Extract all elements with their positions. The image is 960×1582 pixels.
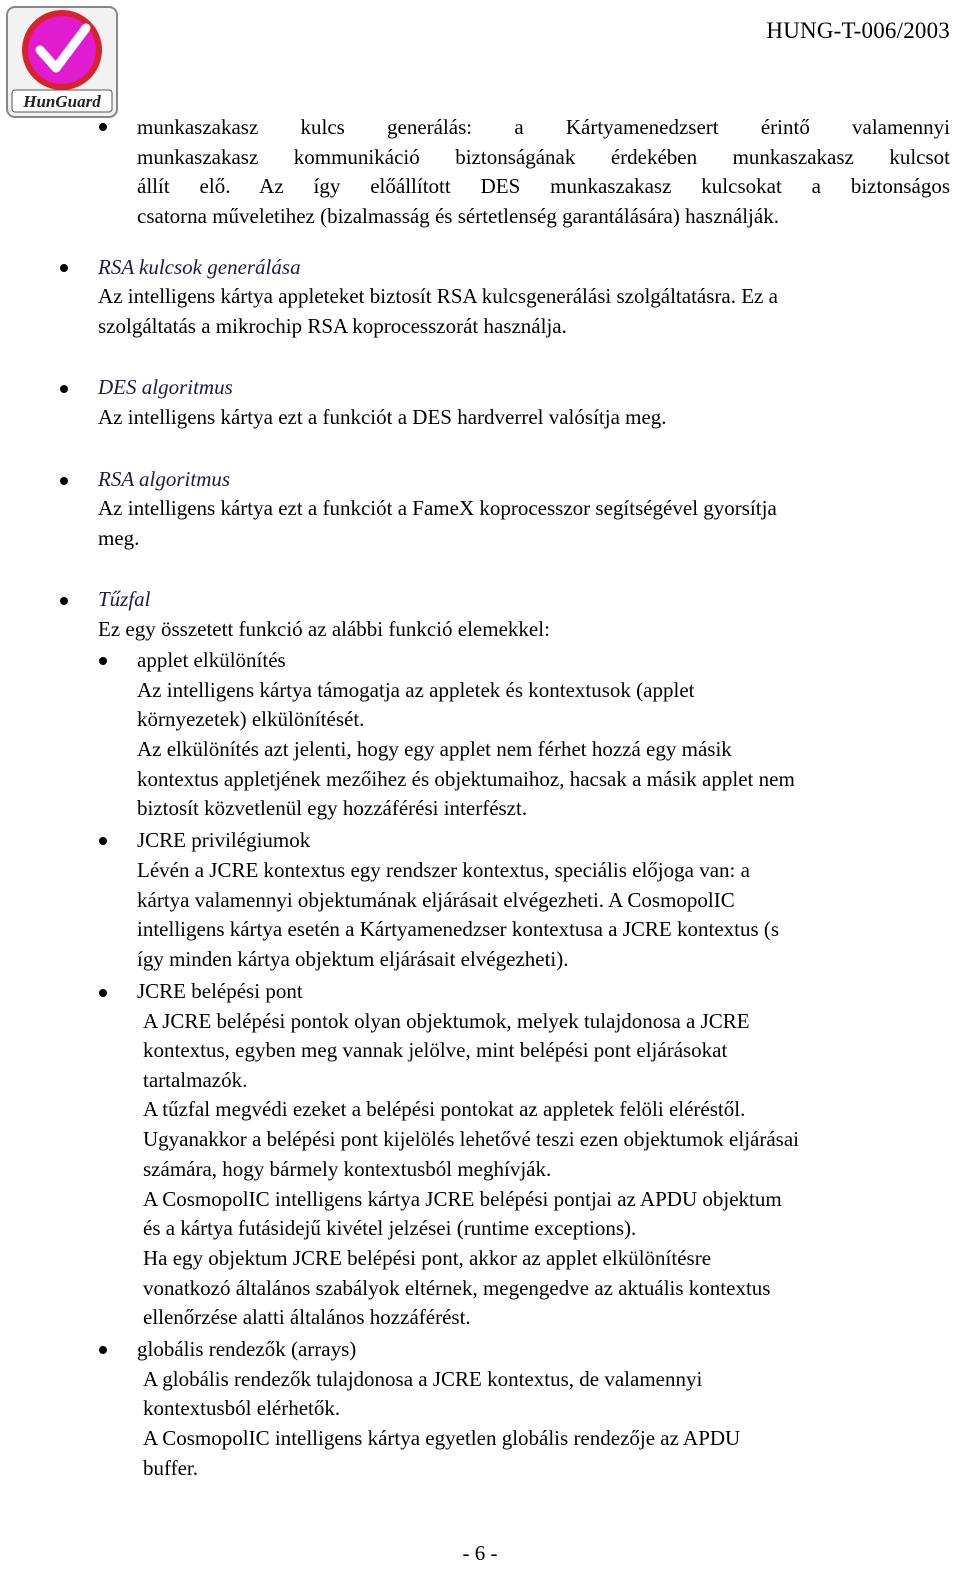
document-id: HUNG-T-006/2003 [766,18,950,43]
bullet-icon [99,657,107,665]
i3-line-3: tartalmazók. [143,1068,248,1092]
i3-line-7: A CosmopolIC intelligens kártya JCRE belépési pontjai az APDU objektum [143,1187,782,1211]
section-heading-firewall: Tűzfal [98,587,151,611]
i3-line-1: A JCRE belépési pontok olyan objektumok, melyek tulajdonosa a JCRE [143,1009,750,1033]
i2-line-3: intelligens kártya esetén a Kártyamenedzser kontextusa a JCRE kontextus (s [137,917,780,941]
i3-line-8: és a kártya futásidejű kivétel jelzései (runtime exceptions). [143,1216,637,1240]
i2-title: JCRE privilégiumok [137,828,311,852]
i3-line-6: számára, hogy bármely kontextusból meghívják. [143,1157,552,1181]
hunguard-logo [6,6,118,118]
i4-line-1: A globális rendezők tulajdonosa a JCRE kontextus, de valamennyi [143,1367,703,1391]
i4-line-4: buffer. [143,1456,199,1480]
i1-line-1: Az intelligens kártya támogatja az appletek és kontextusok (applet [137,678,695,702]
page-number: - 6 - [462,1541,498,1565]
i2-line-4: így minden kártya objektum eljárásait elvégezheti). [137,947,569,971]
i1-title: applet elkülönítés [137,648,286,672]
i1-line-4: kontextus appletjének mezőihez és objektumaihoz, hacsak a másik applet nem [137,767,795,791]
i4-title: globális rendezők (arrays) [137,1337,357,1361]
i3-line-11: ellenőrzése alatti általános hozzáférést. [143,1305,471,1329]
i1-line-3: Az elkülönítés azt jelenti, hogy egy applet nem férhet hozzá egy másik [137,737,732,761]
section-heading-des: DES algoritmus [98,375,233,399]
s3-line-1: Az intelligens kártya ezt a funkciót a FameX koprocesszor segítségével gyorsítja [98,496,777,520]
i4-line-3: A CosmopolIC intelligens kártya egyetlen globális rendezője az APDU [143,1426,741,1450]
i3-line-9: Ha egy objektum JCRE belépési pont, akkor az applet elkülönítésre [143,1246,712,1270]
bullet-icon [99,123,107,131]
i1-line-5: biztosít közvetlenül egy hozzáférési interfészt. [137,796,528,820]
logo-text: HunGuard [23,92,101,111]
bullet-icon [60,477,68,485]
bullet-icon [60,264,68,272]
i4-line-2: kontextusból elérhetők. [143,1396,341,1420]
b1-line-1: munkaszakasz kulcs generálás: a Kártyamenedzsert érintő valamennyi [137,115,950,139]
section-heading-rsa-keygen: RSA kulcsok generálása [98,255,301,279]
i1-line-2: környezetek) elkülönítését. [137,707,365,731]
i2-line-1: Lévén a JCRE kontextus egy rendszer kontextus, speciális előjoga van: a [137,858,750,882]
i3-line-10: vonatkozó általános szabályok eltérnek, megengedve az aktuális kontextus [143,1276,771,1300]
i3-line-4: A tűzfal megvédi ezeket a belépési pontokat az appletek felöli eléréstől. [143,1097,746,1121]
i3-line-2: kontextus, egyben meg vannak jelölve, mint belépési pont eljárásokat [143,1038,728,1062]
s1-line-1: Az intelligens kártya appleteket biztosít RSA kulcsgenerálási szolgáltatásra. Ez a [98,284,778,308]
b1-line-4: csatorna műveletihez (bizalmasság és sértetlenség garantálására) használják. [137,204,779,228]
b1-line-2: munkaszakasz kommunikáció biztonságának érdekében munkaszakasz kulcsot [137,145,950,169]
bullet-icon [99,837,107,845]
bullet-icon [60,385,68,393]
s1-line-2: szolgáltatás a mikrochip RSA koprocesszorát használja. [98,314,567,338]
s3-line-2: meg. [98,526,140,550]
b1-line-3: állít elő. Az így előállított DES munkaszakasz kulcsokat a biztonságos [137,174,950,198]
bullet-icon [99,989,107,997]
i3-title: JCRE belépési pont [137,979,303,1003]
s2-line-1: Az intelligens kártya ezt a funkciót a DES hardverrel valósítja meg. [98,405,667,429]
i2-line-2: kártya valamennyi objektumának eljárásait elvégezheti. A CosmopolIC [137,888,735,912]
bullet-icon [60,597,68,605]
i3-line-5: Ugyanakkor a belépési pont kijelölés lehetővé teszi ezen objektumok eljárásai [143,1127,800,1151]
bullet-icon [99,1346,107,1354]
section-heading-rsa-algorithm: RSA algoritmus [98,467,231,491]
s4-intro: Ez egy összetett funkció az alábbi funkció elemekkel: [98,617,550,641]
